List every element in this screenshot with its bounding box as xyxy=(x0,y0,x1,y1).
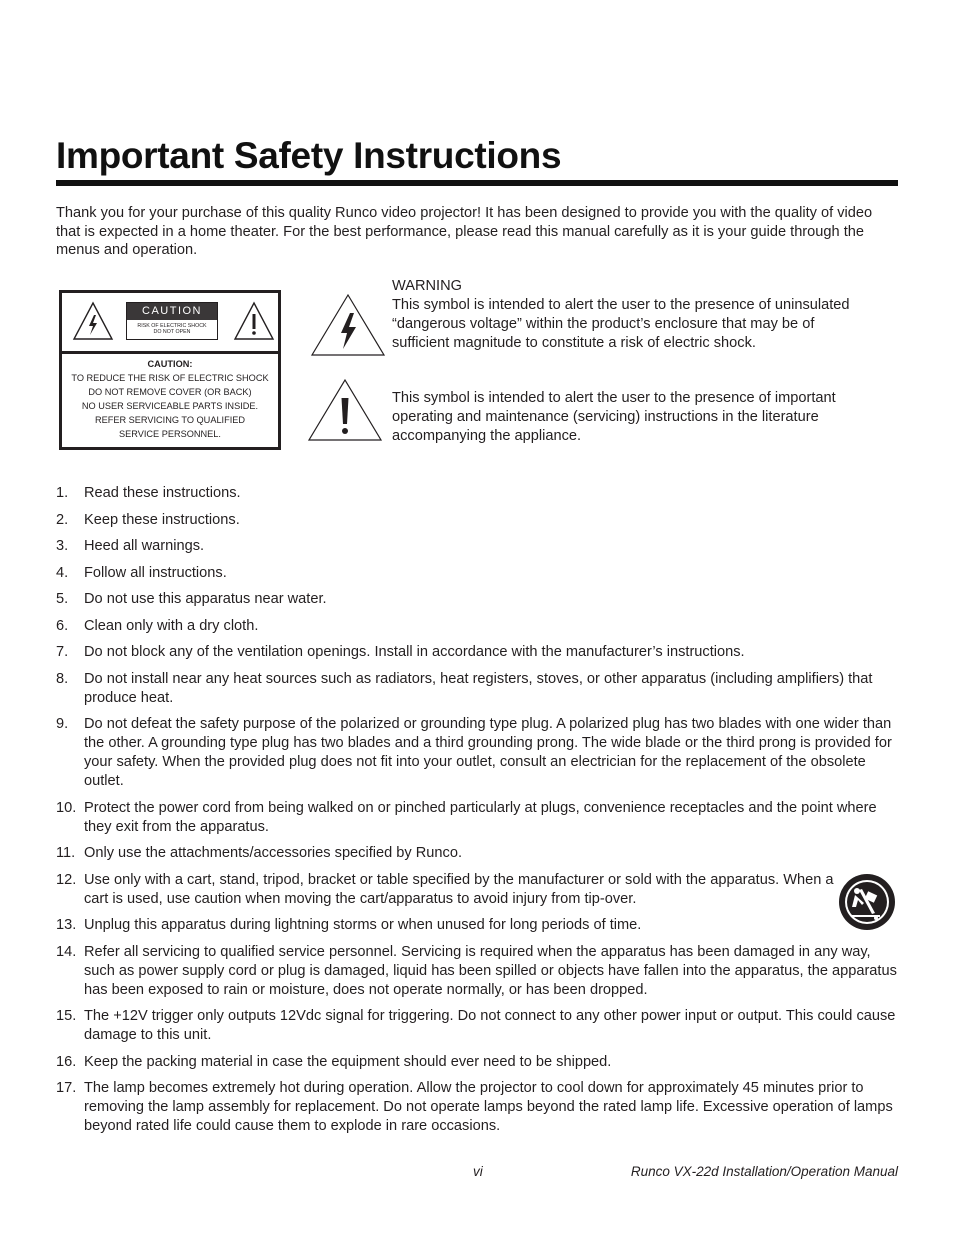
item-number: 8. xyxy=(56,670,69,687)
item-number: 11. xyxy=(56,845,76,861)
item-number: 13. xyxy=(56,917,77,933)
item-text: The +12V trigger only outputs 12Vdc signal for triggering. Do not connect to any other power input or output. This could cause damage to this unit. xyxy=(84,1008,896,1043)
item-number: 2. xyxy=(56,511,69,528)
cart-tipover-warning-icon xyxy=(838,873,896,931)
item-text: Do not defeat the safety purpose of the polarized or grounding type plug. A polarized plug has two blades with one wider than the other. A grounding type plug has two blades and a third grounding prong. The wide blade or the third prong is provided for your safety. When the provided plug does not fit into your outlet, consult an electrician for the replacement of the obsolete outlet. xyxy=(84,716,892,789)
list-item xyxy=(56,511,898,530)
caution-heading: CAUTION: xyxy=(147,359,193,369)
list-item xyxy=(56,643,898,662)
list-item xyxy=(56,844,898,863)
item-text: Read these instructions. xyxy=(84,485,241,501)
list-item xyxy=(56,916,898,935)
list-item xyxy=(56,670,898,708)
title-rule xyxy=(56,180,898,186)
caution-line: TO REDUCE THE RISK OF ELECTRIC SHOCK xyxy=(71,373,269,383)
list-item xyxy=(56,1079,898,1136)
dangerous-voltage-icon xyxy=(310,293,386,357)
list-item xyxy=(56,943,898,1000)
warning-heading: WARNING xyxy=(392,278,462,294)
item-text: Protect the power cord from being walked on or pinched particularly at plugs, convenience receptacles and the point where they exit from the apparatus. xyxy=(84,799,877,835)
list-item xyxy=(56,799,898,837)
item-text: Clean only with a dry cloth. xyxy=(84,617,259,634)
page-title: Important Safety Instructions xyxy=(56,135,562,176)
item-number: 4. xyxy=(56,564,69,581)
caution-line: NO USER SERVICEABLE PARTS INSIDE. xyxy=(81,401,259,411)
item-text: Do not install near any heat sources such as radiators, heat registers, stoves, or other apparatus (including amplifiers) that produce heat. xyxy=(84,670,873,706)
item-number: 6. xyxy=(56,617,69,634)
list-item xyxy=(56,537,898,556)
item-number: 12. xyxy=(56,871,77,888)
warning-voltage-block xyxy=(392,277,852,353)
caution-label-top xyxy=(62,293,278,354)
item-number: 15. xyxy=(56,1008,77,1024)
item-text: Do not use this apparatus near water. xyxy=(84,591,327,607)
warning-attention-text: This symbol is intended to alert the user to the presence of important operating and maintenance (servicing) instructions in the literature accompanying the appliance. xyxy=(392,390,836,444)
list-item xyxy=(56,715,898,791)
item-text: Do not block any of the ventilation openings. Install in accordance with the manufacturer’s instructions. xyxy=(84,644,745,660)
list-item xyxy=(56,617,898,636)
item-text: Keep the packing material in case the equipment should ever need to be shipped. xyxy=(84,1053,612,1070)
list-item xyxy=(56,1053,898,1072)
item-number: 1. xyxy=(56,485,69,501)
list-item xyxy=(56,1007,898,1045)
caution-small-text xyxy=(127,323,217,335)
item-text: Follow all instructions. xyxy=(84,564,227,581)
intro-paragraph: Thank you for your purchase of this quality Runco video projector! It has been designed to provide you with the quality of video that is expected in a home theater. For the best performance, please read this manual carefully as it is your guide through the menus and operation. xyxy=(56,205,873,259)
item-text: Unplug this apparatus during lightning storms or when unused for long periods of time. xyxy=(84,917,642,933)
footer-manual-title: Runco VX-22d Installation/Operation Manual xyxy=(630,1164,898,1179)
caution-header: CAUTION xyxy=(127,303,217,320)
caution-line: SERVICE PERSONNEL. xyxy=(119,429,221,439)
item-number: 5. xyxy=(56,591,69,607)
item-number: 14. xyxy=(56,943,77,960)
item-number: 9. xyxy=(56,716,69,732)
lightning-warning-icon xyxy=(72,301,114,341)
item-text: Use only with a cart, stand, tripod, bracket or table specified by the manufacturer or sold with the apparatus. When a cart is used, use caution when moving the cart/apparatus to avoid injury from tip-over. xyxy=(84,871,834,907)
list-item xyxy=(56,871,898,909)
caution-label-body xyxy=(62,357,278,441)
list-item xyxy=(56,564,898,583)
item-number: 10. xyxy=(56,799,77,816)
item-text: Heed all warnings. xyxy=(84,538,205,554)
item-text: Only use the attachments/accessories specified by Runco. xyxy=(84,845,463,861)
item-number: 3. xyxy=(56,538,69,554)
caution-label xyxy=(59,290,281,450)
instruction-list xyxy=(56,484,898,1144)
item-text: The lamp becomes extremely hot during operation. Allow the projector to cool down for approximately 45 minutes prior to removing the lamp assembly for replacement. Do not operate lamps beyond the rated lamp life. Excessive operation of lamps beyond rated life could cause them to explode in rare occasions. xyxy=(84,1080,893,1134)
caution-line: DO NOT REMOVE COVER (OR BACK) xyxy=(88,387,252,397)
warning-voltage-text: This symbol is intended to alert the user to the presence of uninsulated “dangerous voltage” within the product’s enclosure that may be of sufficient magnitude to constitute a risk of electric shock. xyxy=(392,297,850,351)
item-number: 7. xyxy=(56,644,69,660)
caution-small-line-1: RISK OF ELECTRIC SHOCK xyxy=(137,323,207,329)
footer-page-number: vi xyxy=(473,1164,483,1179)
attention-exclamation-icon xyxy=(307,378,383,442)
list-item xyxy=(56,590,898,609)
item-number: 16. xyxy=(56,1053,77,1070)
item-text: Refer all servicing to qualified service personnel. Servicing is required when the apparatus has been damaged in any way, such as power supply cord or plug is damaged, liquid has been spilled or objects have fallen into the apparatus, the apparatus has been exposed to rain or moisture, does not operate normally, or has been dropped. xyxy=(84,943,897,998)
caution-small-line-2: DO NOT OPEN xyxy=(153,329,191,336)
item-text: Keep these instructions. xyxy=(84,511,240,528)
caution-header-box xyxy=(126,302,218,340)
exclamation-warning-icon xyxy=(233,301,275,341)
list-item xyxy=(56,484,898,503)
item-number: 17. xyxy=(56,1080,77,1096)
caution-line: REFER SERVICING TO QUALIFIED xyxy=(94,415,246,425)
